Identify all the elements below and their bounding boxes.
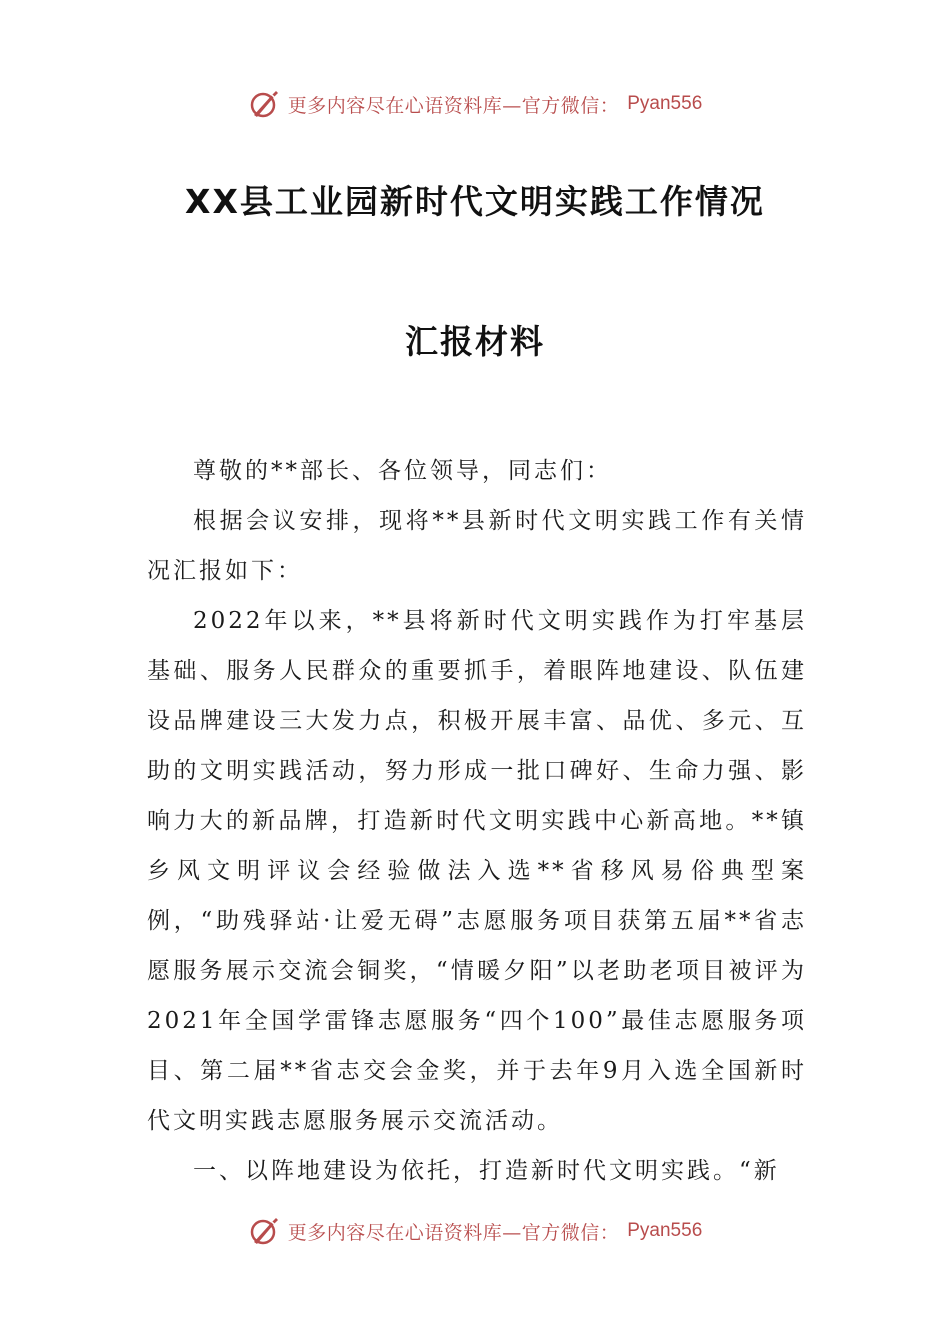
pen-logo-icon xyxy=(248,87,282,121)
paragraph-intro: 根据会议安排，现将**县新时代文明实践工作有关情况汇报如下： xyxy=(147,508,807,584)
document-body xyxy=(147,446,807,1196)
banner-wechat-id: Pyan556 xyxy=(627,93,703,114)
paragraph-overview: 2022年以来，**县将新时代文明实践作为打牢基层基础、服务人民群众的重要抓手，着眼阵地建设、队伍建设品牌建设三大发力点，积极开展丰富、品优、多元、互助的文明实践活动，努力形成一批口碑好、生命力强、影响力大的新品牌，打造新时代文明实践中心新高地。**镇乡风文明评议会经验做法入选**省移风易俗典型案例，“助残驿站·让爱无碍”志愿服务项目获第五届**省志愿服务展示交流会铜奖，“情暖夕阳”以老助老项目被评为2021年全国学雷锋志愿服务“四个100”最佳志愿服务项目、第二届**省志交会金奖，并于去年9月入选全国新时代文明实践志愿服务展示交流活动。 xyxy=(147,608,807,1134)
document-title-line1: XX县工业园新时代文明实践工作情况 xyxy=(185,182,765,221)
footer-watermark-banner xyxy=(0,1211,950,1251)
header-watermark-banner xyxy=(0,84,950,124)
banner-wechat-id: Pyan556 xyxy=(627,1220,703,1241)
paragraph-section-one: 一、以阵地建设为依托，打造新时代文明实践。“新 xyxy=(193,1158,780,1184)
salutation: 尊敬的**部长、各位领导，同志们： xyxy=(193,458,612,484)
banner-text: 更多内容尽在心语资料库—官方微信： xyxy=(287,1221,620,1244)
document-title-line2: 汇报材料 xyxy=(405,322,545,361)
banner-text: 更多内容尽在心语资料库—官方微信： xyxy=(287,94,620,117)
pen-logo-icon xyxy=(248,1214,282,1248)
